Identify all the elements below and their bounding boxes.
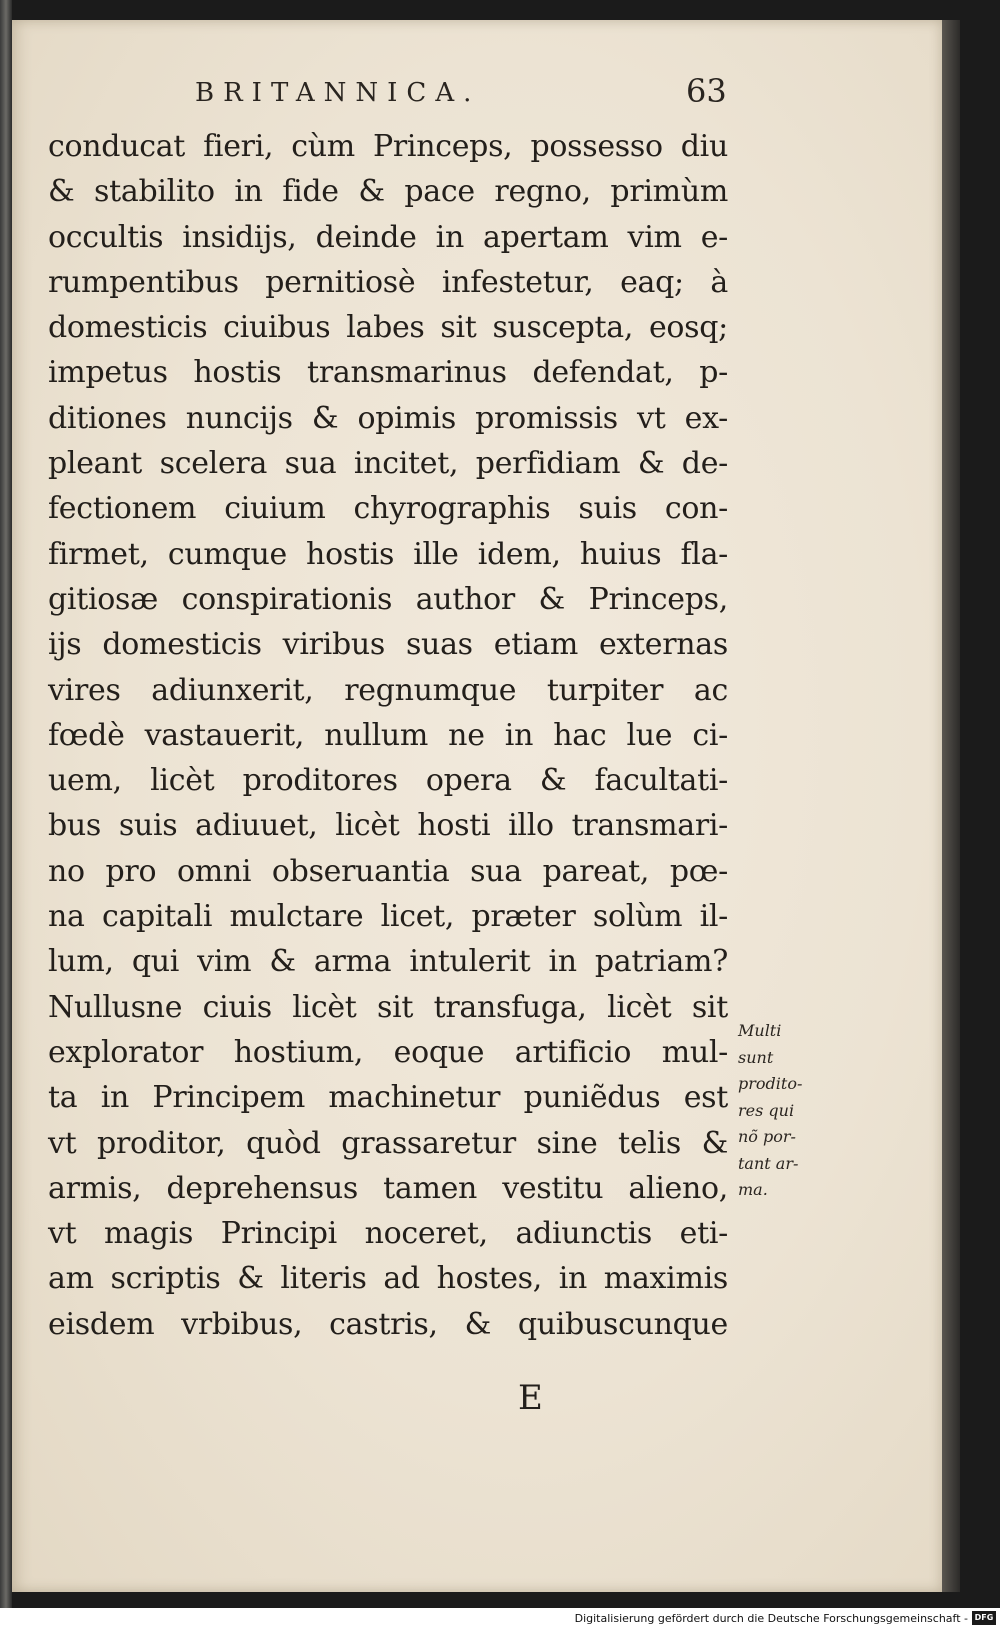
signature-mark: E — [518, 1378, 543, 1418]
text-line: rumpentibus pernitiosè infestetur, eaq; à — [48, 264, 728, 300]
text-line: lum, qui vim & arma intulerit in patriam? — [48, 944, 728, 980]
marginal-note-line: Multi — [738, 1021, 782, 1040]
book-spine-edge — [0, 0, 12, 1608]
page-number: 63 — [686, 72, 727, 110]
marginal-note-line: nõ por- — [738, 1127, 796, 1146]
text-line: uem, licèt proditores opera & facultati- — [48, 763, 728, 799]
text-line: vt proditor, quòd grassaretur sine telis & — [48, 1125, 728, 1161]
marginal-note-line: tant ar- — [738, 1153, 799, 1173]
text-line: pleant scelera sua incitet, perfidiam & de- — [48, 446, 728, 482]
marginal-note-line: prodito- — [738, 1074, 803, 1093]
marginal-note-line: res qui — [738, 1100, 795, 1120]
text-line: & stabilito in fide & pace regno, primùm — [48, 174, 728, 210]
text-line: domesticis ciuibus labes sit suscepta, eosq; — [48, 310, 728, 346]
text-line: firmet, cumque hostis ille idem, huius fla- — [48, 536, 728, 572]
text-line: am scriptis & literis ad hostes, in maximis — [48, 1261, 728, 1297]
funding-credit: Digitalisierung gefördert durch die Deutsche Forschungsgemeinschaft - — [574, 1612, 968, 1625]
page-fore-edge — [942, 20, 960, 1592]
text-line: eisdem vrbibus, castris, & quibuscunque — [48, 1306, 728, 1342]
text-line: occultis insidijs, deinde in apertam vim e- — [48, 219, 728, 255]
running-head: BRITANNICA. — [195, 78, 481, 108]
text-line: ta in Principem machinetur puniẽdus est — [48, 1080, 728, 1116]
text-line: gitiosæ conspirationis author & Princeps, — [48, 581, 728, 617]
dfg-logo: DFG — [972, 1611, 996, 1625]
marginal-note-line: ma. — [738, 1180, 768, 1199]
text-line: explorator hostium, eoque artificio mul- — [48, 1034, 728, 1070]
text-line: ijs domesticis viribus suas etiam externas — [48, 627, 728, 663]
text-line: na capitali mulctare licet, præter solùm il- — [48, 899, 728, 935]
text-line: armis, deprehensus tamen vestitu alieno, — [48, 1170, 728, 1206]
text-line: vires adiunxerit, regnumque turpiter ac — [48, 672, 728, 708]
text-line: fectionem ciuium chyrographis suis con- — [48, 491, 728, 527]
marginal-note — [738, 1018, 848, 1204]
text-line: conducat fieri, cùm Princeps, possesso diu — [48, 129, 728, 164]
text-line: vt magis Principi noceret, adiunctis eti- — [48, 1216, 728, 1252]
text-line: Nullusne ciuis licèt sit transfuga, licèt sit — [48, 989, 728, 1025]
footer-bar — [0, 1608, 1000, 1630]
text-line: impetus hostis transmarinus defendat, p- — [48, 355, 728, 391]
body-text — [48, 124, 728, 1347]
text-line: fœdè vastauerit, nullum ne in hac lue ci- — [48, 717, 728, 753]
marginal-note-line: sunt — [738, 1047, 774, 1067]
text-line: bus suis adiuuet, licèt hosti illo transmari- — [48, 808, 728, 844]
text-line: ditiones nuncijs & opimis promissis vt ex- — [48, 400, 728, 436]
text-line: no pro omni obseruantia sua pareat, pœ- — [48, 853, 728, 889]
